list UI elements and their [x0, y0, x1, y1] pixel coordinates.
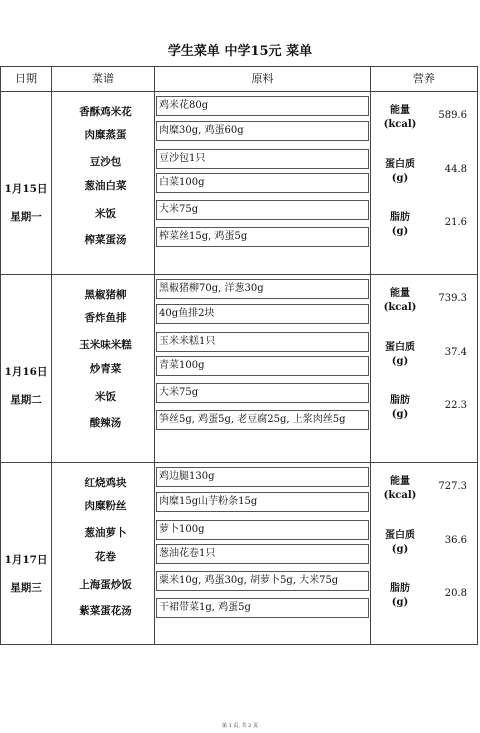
column-divider: [370, 67, 371, 644]
protein-label: [373, 158, 427, 186]
fat-unit: (g): [391, 226, 409, 237]
ingredient-cell: 肉糜15g山芋粉条15g: [156, 492, 369, 512]
page-footer: 第 1 页, 共 2 页: [222, 723, 258, 729]
dish-name: 葱油萝卜: [84, 527, 127, 539]
protein-unit: (g): [391, 544, 409, 555]
header-nutrition: 营养: [413, 72, 435, 85]
ingredient-cell: 鸡边腿130g: [156, 467, 369, 487]
ingredient-cell: 榨菜丝15g, 鸡蛋5g: [156, 227, 369, 247]
ingredient-cell: 笋丝5g, 鸡蛋5g, 老豆腐25g, 上浆肉丝5g: [156, 410, 369, 430]
row-divider: [1, 462, 477, 463]
dish-name: 花卷: [95, 551, 116, 563]
date-label: 1月17日: [4, 554, 48, 566]
energy-unit: (kcal): [383, 119, 417, 130]
ingredient-cell: 40g鱼排2块: [156, 304, 369, 324]
protein-label: [373, 529, 427, 557]
ingredient-cell: 萝卜100g: [156, 520, 369, 540]
energy-value: 589.6: [438, 110, 467, 121]
energy-unit: (kcal): [383, 490, 417, 501]
ingredient-cell: 干裙带菜1g, 鸡蛋5g: [156, 598, 369, 618]
ingredient-cell: 白菜100g: [156, 173, 369, 193]
dish-name: 玉米味米糕: [79, 339, 132, 351]
protein-label-text: 蛋白质: [385, 530, 415, 541]
date-label: 1月16日: [4, 366, 48, 378]
protein-unit: (g): [391, 356, 409, 367]
energy-label-text: 能量: [390, 476, 410, 487]
weekday-label: 星期一: [10, 211, 42, 223]
ingredient-cell: 鸡米花80g: [156, 96, 369, 116]
dish-name: 豆沙包: [89, 156, 122, 168]
ingredient-cell: 肉糜30g, 鸡蛋60g: [156, 121, 369, 141]
fat-value: 20.8: [444, 588, 467, 599]
fat-label: [373, 394, 427, 422]
dish-name: 肉糜粉丝: [84, 500, 127, 512]
dish-name: 紫菜蛋花汤: [79, 605, 132, 617]
dish-name: 榨菜蛋汤: [84, 234, 127, 246]
weekday-label: 星期三: [10, 582, 42, 594]
energy-value: 739.3: [438, 293, 467, 304]
menu-table: [0, 66, 478, 645]
fat-label-text: 脂肪: [390, 212, 410, 223]
fat-label: [373, 582, 427, 610]
fat-unit: (g): [391, 409, 409, 420]
fat-label-text: 脂肪: [390, 583, 410, 594]
energy-label: [373, 475, 427, 503]
date-label: 1月15日: [4, 183, 48, 195]
header-ingredients: 原料: [251, 72, 274, 85]
ingredient-cell: 青菜100g: [156, 356, 369, 376]
ingredient-cell: 粟米10g, 鸡蛋30g, 胡萝卜5g, 大米75g: [156, 571, 369, 591]
dish-name: 上海蛋炒饭: [79, 579, 132, 591]
energy-value: 727.3: [438, 481, 467, 492]
fat-label-text: 脂肪: [390, 395, 410, 406]
energy-label-text: 能量: [390, 105, 410, 116]
dish-name: 红烧鸡块: [84, 477, 127, 489]
protein-label-text: 蛋白质: [385, 159, 415, 170]
dish-name: 肉糜蒸蛋: [84, 129, 127, 141]
fat-label: [373, 211, 427, 239]
protein-label: [373, 341, 427, 369]
dish-name: 黑椒猪柳: [84, 289, 127, 301]
dish-name: 米饭: [95, 391, 116, 403]
fat-value: 22.3: [444, 400, 467, 411]
column-divider: [51, 67, 52, 644]
dish-name: 米饭: [95, 208, 116, 220]
energy-label-text: 能量: [390, 288, 410, 299]
dish-name: 酸辣汤: [89, 417, 122, 429]
header-date: 日期: [15, 72, 37, 85]
ingredient-cell: 豆沙包1只: [156, 149, 369, 169]
protein-unit: (g): [391, 173, 409, 184]
fat-unit: (g): [391, 597, 409, 608]
ingredient-cell: 黑椒猪柳70g, 洋葱30g: [156, 279, 369, 299]
header-dishes: 菜谱: [92, 72, 114, 85]
energy-label: [373, 104, 427, 132]
protein-value: 37.4: [444, 347, 467, 358]
ingredient-cell: 玉米米糕1只: [156, 332, 369, 352]
ingredient-cell: 葱油花卷1只: [156, 544, 369, 564]
energy-label: [373, 287, 427, 315]
weekday-label: 星期二: [10, 394, 42, 406]
energy-unit: (kcal): [383, 302, 417, 313]
ingredient-cell: 大米75g: [156, 383, 369, 403]
ingredient-cell: 大米75g: [156, 200, 369, 220]
dish-name: 葱油白菜: [84, 180, 127, 192]
dish-name: 炒青菜: [89, 363, 122, 375]
row-divider: [1, 274, 477, 275]
fat-value: 21.6: [444, 217, 467, 228]
row-divider: [1, 91, 477, 92]
protein-value: 36.6: [444, 535, 467, 546]
protein-value: 44.8: [444, 164, 467, 175]
protein-label-text: 蛋白质: [385, 342, 415, 353]
page-title: 学生菜单 中学15元 菜单: [167, 44, 313, 59]
dish-name: 香酥鸡米花: [79, 106, 132, 118]
dish-name: 香炸鱼排: [84, 312, 127, 324]
